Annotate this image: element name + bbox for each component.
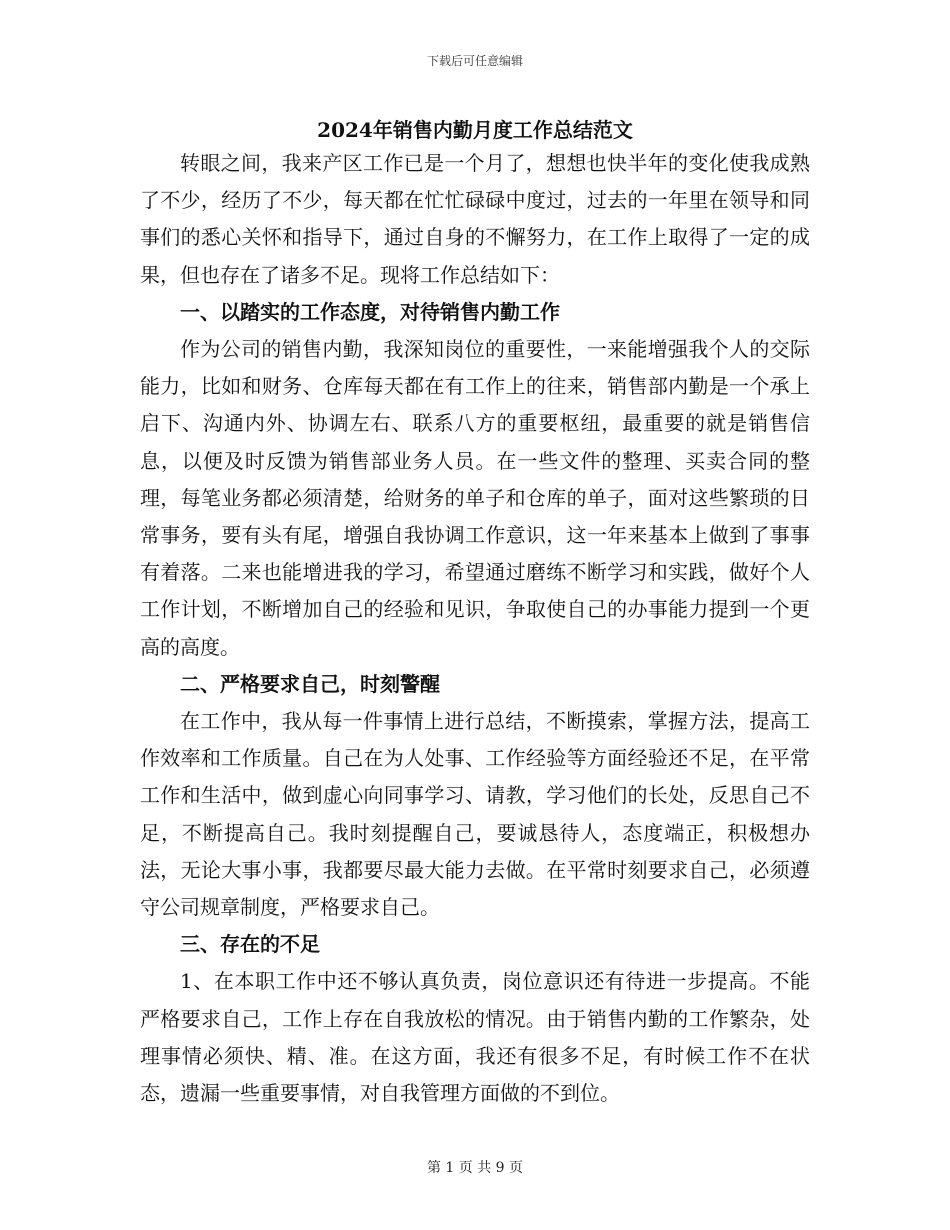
section-body-1: 作为公司的销售内勤，我深知岗位的重要性，一来能增强我个人的交际能力，比如和财务、仓库每天都在有工作上的往来，销售部内勤是一个承上启下、沟通内外、协调左右、联系八方的重要枢纽，最重要的就是销售信息，以便及时反馈为销售部业务人员。在一些文件的整理、买卖合同的整理，每笔业务都必须清楚，给财务的单子和仓库的单子，面对这些繁琐的日常事务，要有头有尾，增强自我协调工作意识，这一年来基本上做到了事事有着落。二来也能增进我的学习，希望通过磨练不断学习和实践，做好个人工作计划，不断增加自己的经验和见识，争取使自己的办事能力提到一个更高的高度。 bbox=[140, 337, 810, 659]
intro-paragraph: 转眼之间，我来产区工作已是一个月了，想想也快半年的变化使我成熟了不少，经历了不少，每天都在忙忙碌碌中度过，过去的一年里在领导和同事们的悉心关怀和指导下，通过自身的不懈努力，在工作上取得了一定的成果，但也存在了诸多不足。现将工作总结如下： bbox=[140, 151, 810, 287]
header-note: 下载后可任意编辑 bbox=[426, 54, 523, 68]
section-body-3: 1、在本职工作中还不够认真负责，岗位意识还有待进一步提高。不能严格要求自己，工作上存在自我放松的情况。由于销售内勤的工作繁杂，处理事情必须快、精、准。在这方面，我还有很多不足，有时候工作不在状态，遗漏一些重要事情，对自我管理方面做的不到位。 bbox=[140, 969, 810, 1106]
document-title: 2024年销售内勤月度工作总结范文 bbox=[317, 118, 633, 142]
section-body-2: 在工作中，我从每一件事情上进行总结，不断摸索，掌握方法，提高工作效率和工作质量。自己在为人处事、工作经验等方面经验还不足，在平常工作和生活中，做到虚心向同事学习、请教，学习他们的长处，反思自己不足，不断提高自己。我时刻提醒自己，要诚恳待人，态度端正，积极想办法，无论大事小事，我都要尽最大能力去做。在平常时刻要求自己，必须遵守公司规章制度，严格要求自己。 bbox=[140, 709, 810, 920]
page-number: 第 1 页 共 9 页 bbox=[426, 1160, 524, 1176]
section-heading-2: 二、严格要求自己，时刻警醒 bbox=[180, 671, 440, 696]
section-heading-3: 三、存在的不足 bbox=[180, 932, 320, 957]
section-heading-1: 一、以踏实的工作态度，对待销售内勤工作 bbox=[180, 299, 560, 324]
document-body bbox=[140, 145, 810, 1112]
